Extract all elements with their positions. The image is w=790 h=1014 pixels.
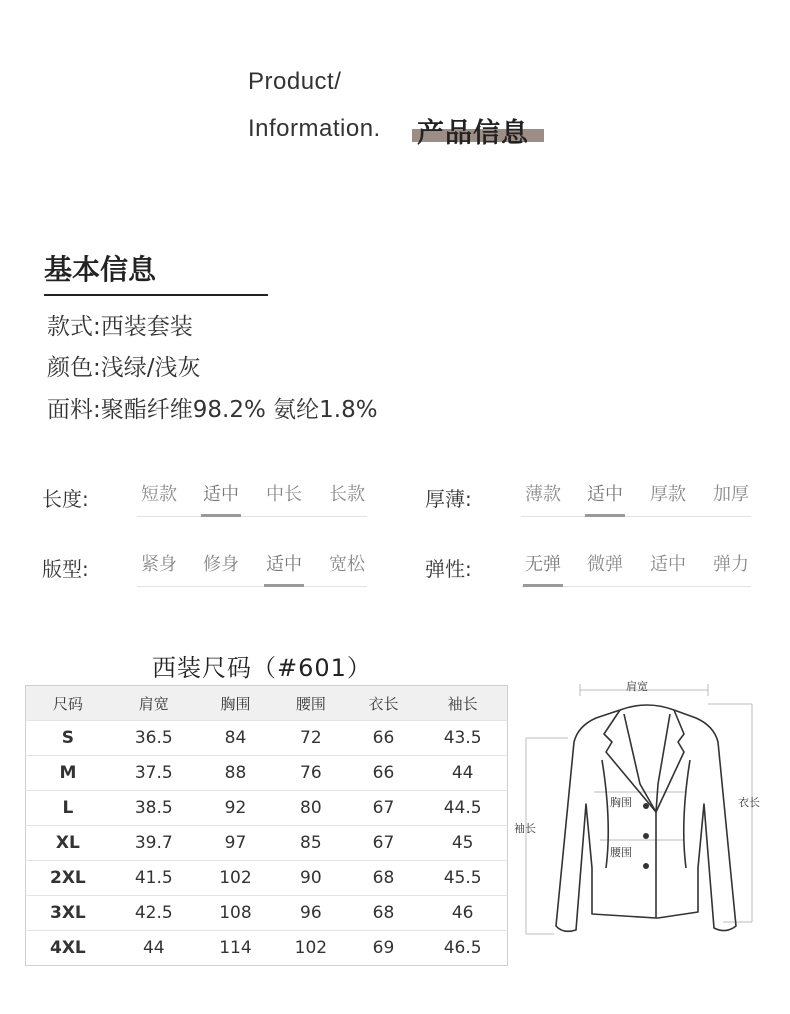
attr-option: 微弹 [587, 554, 623, 575]
table-header-cell: 衣长 [349, 686, 419, 721]
info-value: 聚酯纤维98.2% 氨纶1.8% [100, 397, 378, 423]
table-row [26, 721, 508, 756]
table-header-row [26, 686, 508, 721]
header-cn-title-block [412, 113, 544, 149]
table-cell: 38.5 [110, 791, 198, 826]
attr-option: 加厚 [713, 484, 749, 505]
table-row [26, 791, 508, 826]
attr-label-thickness: 厚薄: [425, 487, 472, 511]
table-cell: 84 [198, 721, 273, 756]
diagram-label-shoulder: 肩宽 [626, 680, 648, 693]
table-cell: 85 [273, 826, 348, 861]
table-cell: 36.5 [110, 721, 198, 756]
table-cell: 68 [349, 861, 419, 896]
table-cell: 72 [273, 721, 348, 756]
info-label: 款式: [47, 314, 101, 340]
table-cell: 92 [198, 791, 273, 826]
table-cell: 3XL [26, 896, 110, 931]
table-cell: 108 [198, 896, 273, 931]
attr-option: 薄款 [525, 484, 561, 505]
table-cell: 67 [349, 826, 419, 861]
table-cell: 68 [349, 896, 419, 931]
jacket-outline [556, 705, 736, 931]
jacket-measurement-diagram [508, 672, 788, 952]
attr-option: 适中 [199, 481, 243, 509]
table-cell: XL [26, 826, 110, 861]
attr-option: 适中 [262, 551, 306, 579]
table-header-cell: 肩宽 [110, 686, 198, 721]
table-cell: 114 [198, 931, 273, 966]
basic-info-title: 基本信息 [44, 253, 157, 286]
table-cell: 39.7 [110, 826, 198, 861]
table-cell: 37.5 [110, 756, 198, 791]
diagram-label-length: 衣长 [738, 796, 760, 809]
basic-info-underline [44, 294, 268, 296]
table-cell: 66 [349, 756, 419, 791]
table-cell: 46 [418, 896, 507, 931]
table-row [26, 896, 508, 931]
table-cell: 43.5 [418, 721, 507, 756]
attr-group-elasticity [521, 551, 751, 591]
table-cell: 102 [198, 861, 273, 896]
attr-group-length [137, 481, 367, 521]
table-cell: 44.5 [418, 791, 507, 826]
table-cell: 96 [273, 896, 348, 931]
table-cell: 102 [273, 931, 348, 966]
jacket-buttons [643, 803, 649, 869]
attr-option: 中长 [266, 484, 302, 505]
attr-baseline [137, 516, 367, 517]
table-cell: M [26, 756, 110, 791]
attr-option: 宽松 [329, 554, 365, 575]
table-row [26, 861, 508, 896]
table-cell: 69 [349, 931, 419, 966]
attr-option: 长款 [329, 484, 365, 505]
diagram-label-chest: 胸围 [610, 796, 632, 809]
size-chart-title: 西装尺码（#601） [152, 654, 372, 682]
size-table [25, 685, 508, 966]
table-cell: 76 [273, 756, 348, 791]
attr-option: 短款 [141, 484, 177, 505]
table-cell: 42.5 [110, 896, 198, 931]
section-header [248, 66, 529, 149]
attr-baseline [521, 516, 751, 517]
table-cell: 44 [110, 931, 198, 966]
info-row-style [47, 308, 193, 341]
table-cell: S [26, 721, 110, 756]
table-cell: 45.5 [418, 861, 507, 896]
table-row [26, 931, 508, 966]
table-row [26, 826, 508, 861]
table-cell: 2XL [26, 861, 110, 896]
diagram-label-sleeve: 袖长 [514, 822, 536, 835]
attr-option: 厚款 [650, 484, 686, 505]
table-cell: 44 [418, 756, 507, 791]
info-value: 西装套装 [100, 314, 193, 340]
table-row [26, 756, 508, 791]
info-label: 面料: [47, 397, 101, 423]
table-cell: 66 [349, 721, 419, 756]
header-cn-title: 产品信息 [417, 118, 529, 149]
attr-label-length: 长度: [42, 487, 89, 511]
attr-group-thickness [521, 481, 751, 521]
table-cell: 4XL [26, 931, 110, 966]
table-cell: 97 [198, 826, 273, 861]
attr-label-elasticity: 弹性: [425, 557, 472, 581]
table-cell: 80 [273, 791, 348, 826]
table-cell: 67 [349, 791, 419, 826]
table-cell: 46.5 [418, 931, 507, 966]
info-row-fabric [47, 391, 378, 424]
attr-label-fit: 版型: [42, 557, 89, 581]
attr-option: 弹力 [713, 554, 749, 575]
table-cell: 45 [418, 826, 507, 861]
info-row-color [47, 349, 201, 382]
table-header-cell: 腰围 [273, 686, 348, 721]
table-cell: 88 [198, 756, 273, 791]
attr-baseline [137, 586, 367, 587]
header-en-line2: Information. [248, 115, 381, 142]
table-header-cell: 袖长 [418, 686, 507, 721]
table-header-cell: 尺码 [26, 686, 110, 721]
attr-group-fit [137, 551, 367, 591]
table-cell: 90 [273, 861, 348, 896]
diagram-label-waist: 腰围 [610, 846, 632, 859]
attr-option: 修身 [203, 554, 239, 575]
info-value: 浅绿/浅灰 [100, 355, 201, 381]
info-label: 颜色: [47, 355, 101, 381]
table-header-cell: 胸围 [198, 686, 273, 721]
attr-option: 紧身 [141, 554, 177, 575]
attr-option: 无弹 [521, 551, 565, 579]
guide-lines [526, 684, 752, 934]
header-en-line1: Product/ [248, 68, 342, 95]
attr-option: 适中 [583, 481, 627, 509]
table-cell: 41.5 [110, 861, 198, 896]
attr-option: 适中 [650, 554, 686, 575]
table-cell: L [26, 791, 110, 826]
